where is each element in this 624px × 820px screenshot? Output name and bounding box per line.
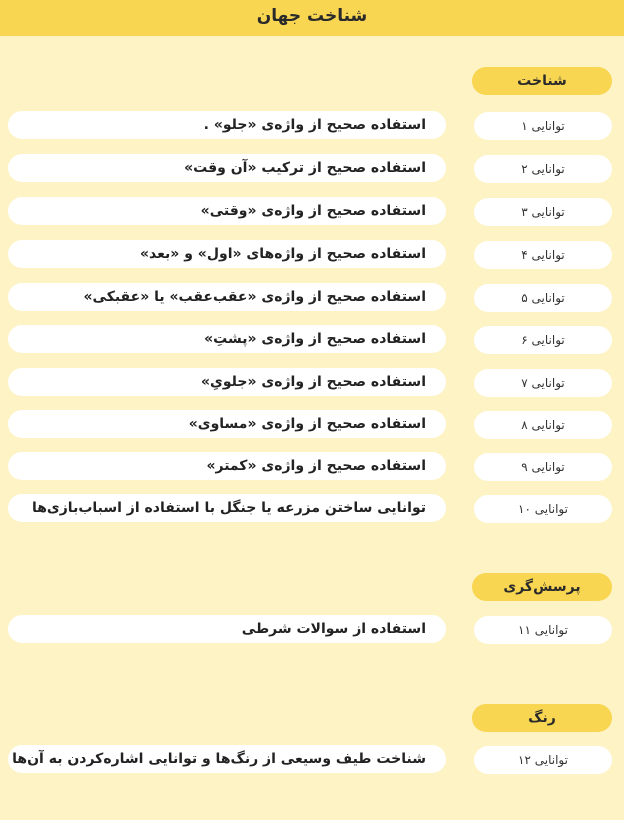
ability-label: توانایی ۲ xyxy=(474,155,612,183)
skill-text: استفاده صحیح از واژه‌ی «مساوی» xyxy=(188,416,426,432)
section-title-questioning: پرسش‌گری xyxy=(472,573,612,601)
ability-label: توانایی ۶ xyxy=(474,326,612,354)
ability-label: توانایی ۱ xyxy=(474,112,612,140)
skill-bar xyxy=(8,410,446,438)
skill-bar xyxy=(8,615,446,643)
ability-label: توانایی ۱۱ xyxy=(474,616,612,644)
skill-bar xyxy=(8,745,446,773)
header-bar xyxy=(0,0,624,36)
table-row xyxy=(0,324,624,354)
skill-bar xyxy=(8,197,446,225)
skill-text: استفاده صحیح از واژه‌های «اول» و «بعد» xyxy=(140,246,426,262)
skill-text: استفاده صحیح از واژه‌ی «عقب‌عقب» یا «عقبکی» xyxy=(83,289,426,305)
skill-bar xyxy=(8,494,446,522)
skill-bar xyxy=(8,111,446,139)
ability-label: توانایی ۵ xyxy=(474,284,612,312)
ability-label: توانایی ۱۰ xyxy=(474,495,612,523)
skill-bar xyxy=(8,240,446,268)
skill-text: استفاده صحیح از واژه‌ی «پشتِ» xyxy=(204,331,426,347)
table-row xyxy=(0,367,624,397)
table-row xyxy=(0,614,624,644)
table-row xyxy=(0,744,624,774)
ability-label: توانایی ۸ xyxy=(474,411,612,439)
ability-label: توانایی ۳ xyxy=(474,198,612,226)
section-title-color: رنگ xyxy=(472,704,612,732)
skill-text: استفاده صحیح از ترکیب «آن وقت» xyxy=(184,160,426,176)
skill-text: شناخت طیف وسیعی از رنگ‌ها و توانایی اشاره‌کردن به آن‌ها xyxy=(12,751,426,767)
skill-text: استفاده صحیح از واژه‌ی «کمتر» xyxy=(206,458,426,474)
ability-label: توانایی ۹ xyxy=(474,453,612,481)
skill-text: استفاده صحیح از واژه‌ی «جلو» . xyxy=(203,117,426,133)
table-row xyxy=(0,239,624,269)
skill-text: توانایی ساختن مزرعه یا جنگل با استفاده از اسباب‌بازی‌ها xyxy=(31,500,426,516)
table-row xyxy=(0,493,624,523)
table-row xyxy=(0,451,624,481)
table-row xyxy=(0,110,624,140)
table-row xyxy=(0,409,624,439)
skill-bar xyxy=(8,452,446,480)
skill-text: استفاده از سوالات شرطی xyxy=(241,621,426,637)
table-row xyxy=(0,153,624,183)
skill-bar xyxy=(8,325,446,353)
ability-label: توانایی ۷ xyxy=(474,369,612,397)
table-row xyxy=(0,196,624,226)
page-title: شناخت جهان xyxy=(256,6,368,26)
section-title-recognition: شناخت xyxy=(472,67,612,95)
skill-bar xyxy=(8,368,446,396)
skill-bar xyxy=(8,283,446,311)
skill-text: استفاده صحیح از واژه‌ی «وقتی» xyxy=(200,203,426,219)
skill-text: استفاده صحیح از واژه‌ی «جلویِ» xyxy=(201,374,426,390)
table-row xyxy=(0,282,624,312)
ability-label: توانایی ۴ xyxy=(474,241,612,269)
ability-label: توانایی ۱۲ xyxy=(474,746,612,774)
skill-bar xyxy=(8,154,446,182)
